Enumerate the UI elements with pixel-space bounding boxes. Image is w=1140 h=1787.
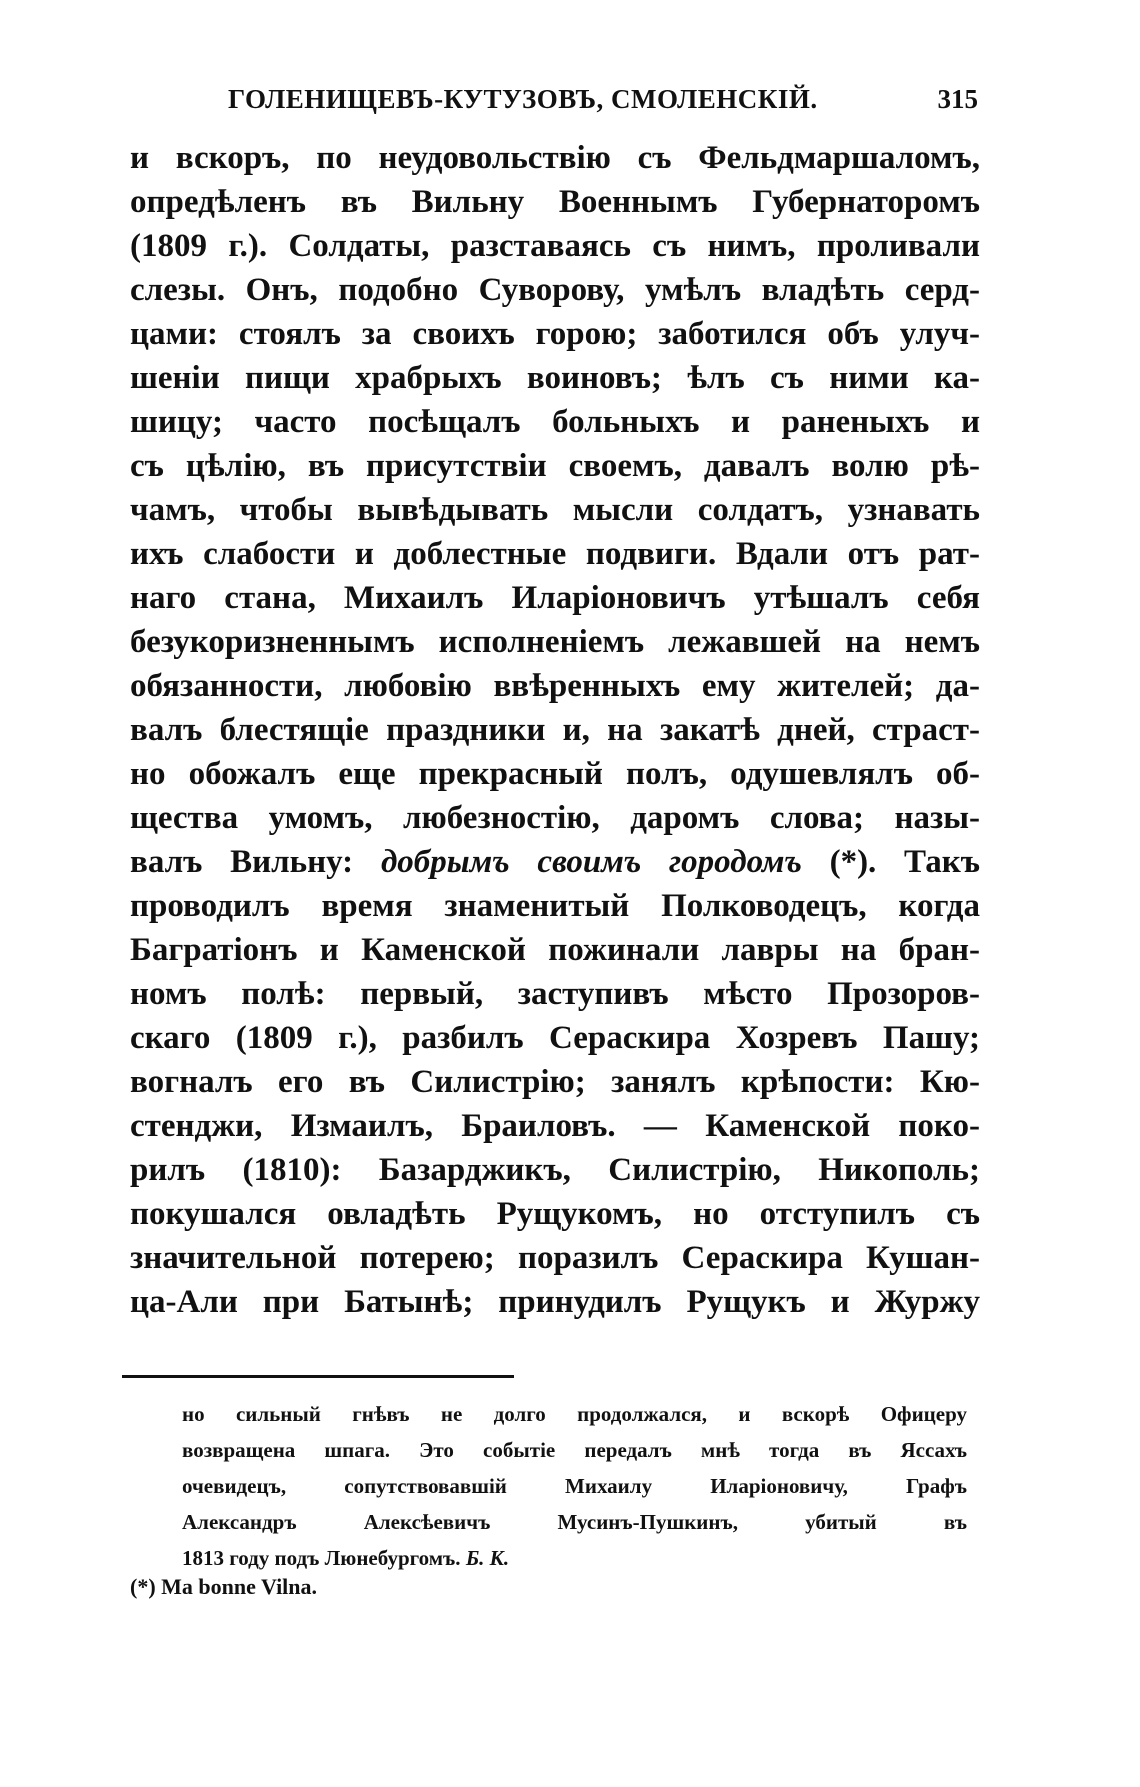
footnote-line-with-signature xyxy=(182,1540,967,1576)
text-line: вогналъ его въ Силистрiю; занялъ крѣпости: Кю- xyxy=(130,1064,980,1100)
footnote-line: но сильный гнѣвъ не долго продолжался, и вскорѣ Офицеру xyxy=(182,1402,967,1426)
footnote-last-text: 1813 году подъ Люнебургомъ. xyxy=(182,1546,466,1570)
text-line: шицу; часто посѣщалъ больныхъ и раненыхъ и xyxy=(130,404,980,440)
text-line: опредѣленъ въ Вильну Военнымъ Губернаторомъ xyxy=(130,184,980,220)
text-line: ца-Али при Батынѣ; принудилъ Рущукъ и Журжу xyxy=(130,1284,980,1320)
text-line: обязанности, любовiю ввѣренныхъ ему жителей; да- xyxy=(130,668,980,704)
text-line: щества умомъ, любезностiю, даромъ слова; назы- xyxy=(130,800,980,836)
text-line: номъ полѣ: первый, заступивъ мѣсто Прозоров- xyxy=(130,976,980,1012)
running-title: ГОЛЕНИЩЕВЪ-КУТУЗОВЪ, СМОЛЕНСКIЙ. xyxy=(228,84,818,114)
text-after-quote: (*). Такъ xyxy=(801,844,980,880)
text-line: слезы. Онъ, подобно Суворову, умѣлъ владѣть серд- xyxy=(130,272,980,308)
text-before-quote: валъ Вильну: xyxy=(130,844,381,880)
text-line: стенджи, Измаилъ, Браиловъ. — Каменской поко- xyxy=(130,1108,980,1144)
text-line: ихъ слабости и доблестные подвиги. Вдали отъ рат- xyxy=(130,536,980,572)
text-line: значительной потерею; поразилъ Сераскира Кушан- xyxy=(130,1240,980,1276)
text-line: и вскоръ, по неудовольствiю съ Фельдмаршаломъ, xyxy=(130,140,980,176)
footnote-divider xyxy=(122,1375,514,1378)
footnote-line: Александръ Алексѣевичъ Мусинъ-Пушкинъ, убитый въ xyxy=(182,1510,967,1534)
text-line: наго стана, Михаилъ Иларiоновичъ утѣшалъ себя xyxy=(130,580,980,616)
text-line: цами: стоялъ за своихъ горою; заботился объ улуч- xyxy=(130,316,980,352)
text-line-with-italic-quote xyxy=(130,840,980,884)
text-line: шенiи пищи храбрыхъ воиновъ; ѣлъ съ ними ка- xyxy=(130,360,980,396)
text-line: рилъ (1810): Базарджикъ, Силистрiю, Никополь; xyxy=(130,1152,980,1188)
text-line: чамъ, чтобы вывѣдывать мысли солдатъ, узнавать xyxy=(130,492,980,528)
text-line: безукоризненнымъ исполненiемъ лежавшей на немъ xyxy=(130,624,980,660)
footnote-text: Ma bonne Vilna. xyxy=(161,1574,318,1599)
footnote-continued xyxy=(182,1396,967,1576)
italic-quote: добрымъ своимъ городомъ xyxy=(380,844,802,880)
text-line: покушался овладѣть Рущукомъ, но отступилъ съ xyxy=(130,1196,980,1232)
text-line: (1809 г.). Солдаты, разставаясь съ нимъ, проливали xyxy=(130,228,980,264)
main-text xyxy=(130,136,980,1324)
page-number: 315 xyxy=(937,84,978,114)
text-line: Багратiонъ и Каменской пожинали лавры на бран- xyxy=(130,932,980,968)
text-line: съ цѣлiю, въ присутствiи своемъ, давалъ волю рѣ- xyxy=(130,448,980,484)
footnote-line: возвращена шпага. Это событiе передалъ мнѣ тогда въ Яссахъ xyxy=(182,1438,967,1462)
footnote-vilna xyxy=(130,1574,317,1600)
footnote-marker: (*) xyxy=(130,1574,156,1599)
text-line: скаго (1809 г.), разбилъ Сераскира Хозревъ Пашу; xyxy=(130,1020,980,1056)
running-head xyxy=(218,84,978,124)
footnote-line: очевидецъ, сопутствовавшiй Михаилу Иларiоновичу, Графъ xyxy=(182,1474,967,1498)
text-line: но обожалъ еще прекрасный полъ, одушевлялъ об- xyxy=(130,756,980,792)
text-line: валъ блестящiе праздники и, на закатѣ дней, страст- xyxy=(130,712,980,748)
text-line: проводилъ время знаменитый Полководецъ, когда xyxy=(130,888,980,924)
footnote-signature: Б. К. xyxy=(465,1546,510,1570)
